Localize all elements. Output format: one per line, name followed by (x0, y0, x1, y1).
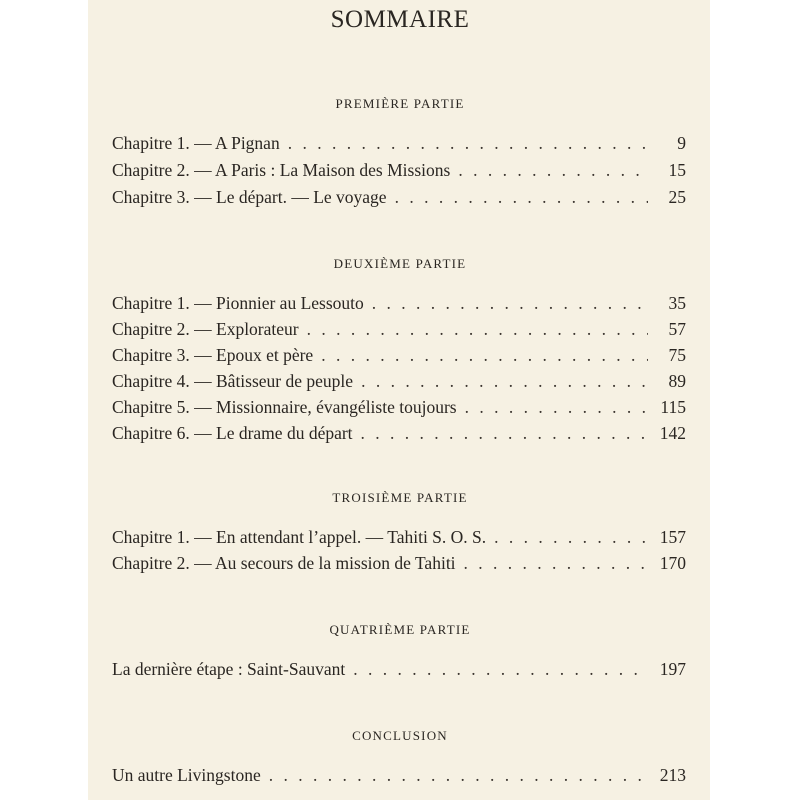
entry-page-number: 213 (659, 765, 686, 785)
entry-page-number: 115 (660, 397, 686, 417)
entry-label: Chapitre 4. — Bâtisseur de peuple (112, 371, 354, 391)
entry-label: Chapitre 2. — Au secours de la mission de Tahiti (112, 553, 456, 573)
toc-entry (112, 160, 686, 184)
toc-entry (112, 371, 686, 395)
entry-page-number: 35 (668, 293, 686, 313)
dot-leader (465, 397, 648, 418)
entry-page-number: 197 (659, 659, 686, 679)
toc-entry (112, 527, 686, 551)
dot-leader (288, 133, 648, 154)
entry-page-number: 142 (659, 423, 686, 443)
dot-leader (361, 371, 648, 392)
entry-page-number: 25 (668, 187, 686, 207)
dot-leader (458, 160, 648, 181)
page-title: SOMMAIRE (330, 6, 470, 33)
entry-page-number: 157 (659, 527, 686, 547)
entry-label: Chapitre 3. — Le départ. — Le voyage (112, 187, 387, 207)
entry-page-number: 9 (677, 133, 686, 153)
dot-leader (494, 527, 648, 548)
dot-leader (395, 187, 648, 208)
entry-label: Chapitre 6. — Le drame du départ (112, 423, 353, 443)
entry-label: Chapitre 1. — En attendant l’appel. — Tahiti S. O. S. (112, 527, 487, 547)
part-heading-3: TROISIÈME PARTIE (332, 490, 468, 505)
entry-page-number: 75 (668, 345, 686, 365)
toc-entry (112, 659, 686, 683)
toc-entry (112, 187, 686, 211)
entry-page-number: 170 (659, 553, 686, 573)
dot-leader (321, 345, 648, 366)
entry-page-number: 15 (668, 160, 686, 180)
part-heading-1: PREMIÈRE PARTIE (335, 96, 465, 111)
toc-entry (112, 345, 686, 369)
entry-page-number: 57 (668, 319, 686, 339)
toc-entry (112, 293, 686, 317)
dot-leader (269, 765, 648, 786)
part-heading-2: DEUXIÈME PARTIE (333, 256, 467, 271)
toc-entry (112, 319, 686, 343)
toc-entry (112, 553, 686, 577)
entry-label: Chapitre 1. — A Pignan (112, 133, 280, 153)
entry-label: La dernière étape : Saint-Sauvant (112, 659, 346, 679)
entry-label: Chapitre 1. — Pionnier au Lessouto (112, 293, 364, 313)
entry-label: Chapitre 2. — Explorateur (112, 319, 299, 339)
toc-entry (112, 133, 686, 157)
entry-label: Un autre Livingstone (112, 765, 261, 785)
dot-leader (361, 423, 648, 444)
part-heading-4: QUATRIÈME PARTIE (329, 622, 471, 637)
dot-leader (464, 553, 648, 574)
toc-entry (112, 423, 686, 447)
dot-leader (372, 293, 648, 314)
toc-entry (112, 397, 686, 421)
entry-page-number: 89 (668, 371, 686, 391)
entry-label: Chapitre 5. — Missionnaire, évangéliste toujours (112, 397, 457, 417)
entry-label: Chapitre 3. — Epoux et père (112, 345, 314, 365)
toc-entry (112, 765, 686, 789)
dot-leader (353, 659, 648, 680)
entry-label: Chapitre 2. — A Paris : La Maison des Missions (112, 160, 451, 180)
dot-leader (307, 319, 648, 340)
part-heading-5: CONCLUSION (352, 728, 448, 743)
